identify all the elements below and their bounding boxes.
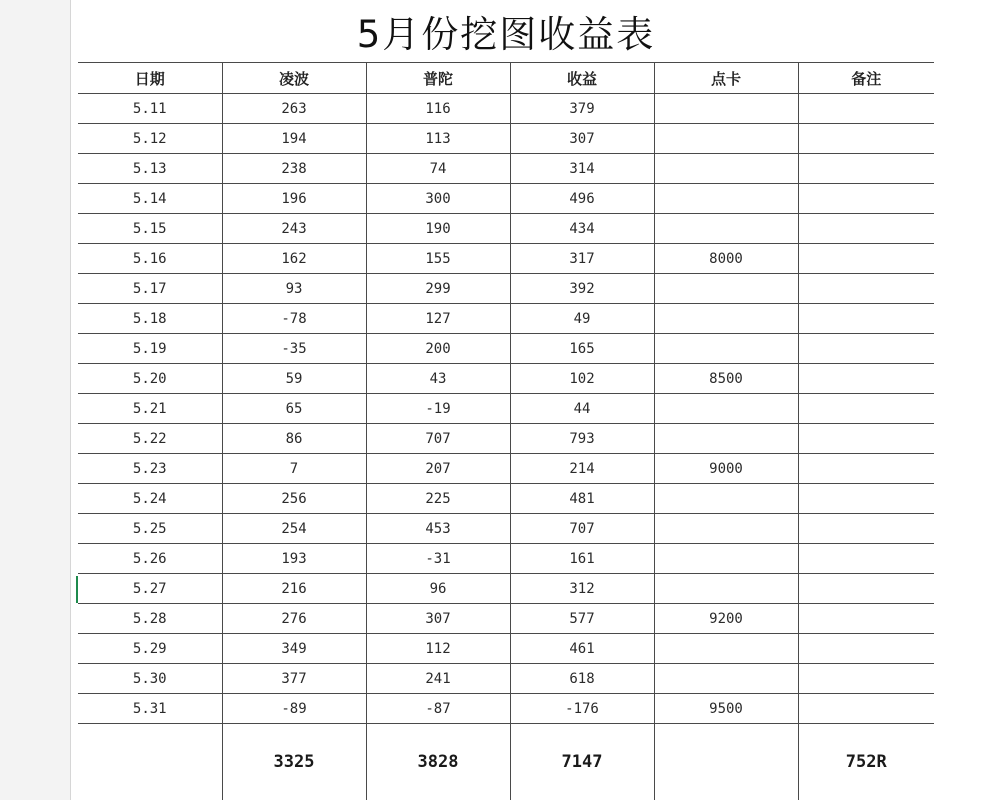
note-cell[interactable] (798, 514, 934, 544)
lingbo-cell[interactable]: -35 (222, 334, 366, 364)
putuo-cell[interactable]: 225 (366, 484, 510, 514)
date-cell[interactable]: 5.11 (78, 94, 222, 124)
card-cell[interactable] (654, 304, 798, 334)
note-cell[interactable] (798, 154, 934, 184)
note-cell[interactable] (798, 454, 934, 484)
date-cell[interactable]: 5.17 (78, 274, 222, 304)
lingbo-cell[interactable]: 86 (222, 424, 366, 454)
date-cell[interactable]: 5.28 (78, 604, 222, 634)
table-row (78, 154, 934, 184)
card-cell[interactable]: 9000 (654, 454, 798, 484)
card-cell[interactable] (654, 334, 798, 364)
date-cell[interactable]: 5.27 (78, 574, 222, 604)
card-cell[interactable] (654, 184, 798, 214)
putuo-cell[interactable]: -87 (366, 694, 510, 724)
card-cell[interactable] (654, 424, 798, 454)
income-cell[interactable]: 165 (510, 334, 654, 364)
income-cell[interactable]: 307 (510, 124, 654, 154)
date-cell[interactable]: 5.14 (78, 184, 222, 214)
lingbo-cell[interactable]: 194 (222, 124, 366, 154)
table-row (78, 94, 934, 124)
note-cell[interactable] (798, 394, 934, 424)
total-lingbo-cell[interactable]: 3325 (222, 724, 366, 800)
putuo-cell[interactable]: 127 (366, 304, 510, 334)
note-cell[interactable] (798, 274, 934, 304)
income-cell[interactable]: 312 (510, 574, 654, 604)
total-date-cell[interactable] (78, 724, 222, 800)
table-row (78, 544, 934, 574)
total-income-cell[interactable]: 7147 (510, 724, 654, 800)
note-cell[interactable] (798, 94, 934, 124)
card-cell[interactable] (654, 634, 798, 664)
table-row (78, 334, 934, 364)
date-cell[interactable]: 5.13 (78, 154, 222, 184)
table-row (78, 694, 934, 724)
date-cell[interactable]: 5.24 (78, 484, 222, 514)
income-cell[interactable]: 102 (510, 364, 654, 394)
putuo-cell[interactable]: 43 (366, 364, 510, 394)
header-row (78, 63, 934, 94)
table-row (78, 664, 934, 694)
date-cell[interactable]: 5.31 (78, 694, 222, 724)
note-cell[interactable] (798, 694, 934, 724)
table-row (78, 274, 934, 304)
card-cell[interactable] (654, 514, 798, 544)
row-header-strip (0, 0, 70, 800)
income-cell[interactable]: 49 (510, 304, 654, 334)
table-row (78, 364, 934, 394)
date-cell[interactable]: 5.18 (78, 304, 222, 334)
total-note-cell[interactable]: 752R (798, 724, 934, 800)
date-cell[interactable]: 5.19 (78, 334, 222, 364)
total-putuo-cell[interactable]: 3828 (366, 724, 510, 800)
note-cell[interactable] (798, 604, 934, 634)
note-cell[interactable] (798, 484, 934, 514)
table-row (78, 184, 934, 214)
table-body (78, 94, 934, 724)
lingbo-cell[interactable]: 238 (222, 154, 366, 184)
table-row (78, 424, 934, 454)
note-cell[interactable] (798, 574, 934, 604)
income-cell[interactable]: 392 (510, 274, 654, 304)
note-cell[interactable] (798, 544, 934, 574)
card-cell[interactable] (654, 154, 798, 184)
column-header-putuo[interactable]: 普陀 (366, 63, 510, 94)
column-header-note[interactable]: 备注 (798, 63, 934, 94)
income-cell[interactable]: 434 (510, 214, 654, 244)
income-cell[interactable]: 481 (510, 484, 654, 514)
card-cell[interactable] (654, 214, 798, 244)
table-header (78, 63, 934, 94)
note-cell[interactable] (798, 304, 934, 334)
note-cell[interactable] (798, 244, 934, 274)
lingbo-cell[interactable]: 243 (222, 214, 366, 244)
putuo-cell[interactable]: 299 (366, 274, 510, 304)
putuo-cell[interactable]: 241 (366, 664, 510, 694)
lingbo-cell[interactable]: 193 (222, 544, 366, 574)
card-cell[interactable] (654, 484, 798, 514)
lingbo-cell[interactable]: 162 (222, 244, 366, 274)
date-cell[interactable]: 5.21 (78, 394, 222, 424)
table-row (78, 214, 934, 244)
note-cell[interactable] (798, 634, 934, 664)
lingbo-cell[interactable]: 59 (222, 364, 366, 394)
card-cell[interactable] (654, 94, 798, 124)
table-footer (78, 724, 934, 800)
lingbo-cell[interactable]: -78 (222, 304, 366, 334)
lingbo-cell[interactable]: 276 (222, 604, 366, 634)
card-cell[interactable] (654, 124, 798, 154)
date-cell[interactable]: 5.15 (78, 214, 222, 244)
putuo-cell[interactable]: 74 (366, 154, 510, 184)
table-row (78, 304, 934, 334)
income-cell[interactable]: 707 (510, 514, 654, 544)
date-cell[interactable]: 5.23 (78, 454, 222, 484)
putuo-cell[interactable]: -19 (366, 394, 510, 424)
card-cell[interactable]: 9200 (654, 604, 798, 634)
income-cell[interactable]: -176 (510, 694, 654, 724)
income-cell[interactable]: 379 (510, 94, 654, 124)
lingbo-cell[interactable]: 65 (222, 394, 366, 424)
note-cell[interactable] (798, 184, 934, 214)
table-row (78, 574, 934, 604)
putuo-cell[interactable]: 307 (366, 604, 510, 634)
sheet-title[interactable]: 5月份挖图收益表 (356, 13, 656, 56)
column-header-lingbo[interactable]: 凌波 (222, 63, 366, 94)
lingbo-cell[interactable]: 349 (222, 634, 366, 664)
date-cell[interactable]: 5.29 (78, 634, 222, 664)
putuo-cell[interactable]: 116 (366, 94, 510, 124)
lingbo-cell[interactable]: 377 (222, 664, 366, 694)
putuo-cell[interactable]: -31 (366, 544, 510, 574)
card-cell[interactable] (654, 394, 798, 424)
column-header-income[interactable]: 收益 (510, 63, 654, 94)
income-cell[interactable]: 214 (510, 454, 654, 484)
income-cell[interactable]: 161 (510, 544, 654, 574)
card-cell[interactable] (654, 544, 798, 574)
putuo-cell[interactable]: 112 (366, 634, 510, 664)
totals-row (78, 724, 934, 800)
column-header-card[interactable]: 点卡 (654, 63, 798, 94)
lingbo-cell[interactable]: 196 (222, 184, 366, 214)
date-cell[interactable]: 5.20 (78, 364, 222, 394)
putuo-cell[interactable]: 300 (366, 184, 510, 214)
lingbo-cell[interactable]: -89 (222, 694, 366, 724)
income-table (78, 62, 934, 800)
note-cell[interactable] (798, 424, 934, 454)
date-cell[interactable]: 5.22 (78, 424, 222, 454)
total-card-cell[interactable] (654, 724, 798, 800)
lingbo-cell[interactable]: 93 (222, 274, 366, 304)
note-cell[interactable] (798, 334, 934, 364)
table-row (78, 394, 934, 424)
lingbo-cell[interactable]: 7 (222, 454, 366, 484)
putuo-cell[interactable]: 190 (366, 214, 510, 244)
date-cell[interactable]: 5.26 (78, 544, 222, 574)
income-cell[interactable]: 317 (510, 244, 654, 274)
income-cell[interactable]: 44 (510, 394, 654, 424)
putuo-cell[interactable]: 200 (366, 334, 510, 364)
column-header-date[interactable]: 日期 (78, 63, 222, 94)
table-row (78, 454, 934, 484)
card-cell[interactable] (654, 664, 798, 694)
date-cell[interactable]: 5.12 (78, 124, 222, 154)
table-row (78, 514, 934, 544)
table-row (78, 634, 934, 664)
note-cell[interactable] (798, 364, 934, 394)
income-cell[interactable]: 314 (510, 154, 654, 184)
income-cell[interactable]: 496 (510, 184, 654, 214)
lingbo-cell[interactable]: 256 (222, 484, 366, 514)
card-cell[interactable]: 8000 (654, 244, 798, 274)
putuo-cell[interactable]: 155 (366, 244, 510, 274)
card-cell[interactable]: 9500 (654, 694, 798, 724)
putuo-cell[interactable]: 207 (366, 454, 510, 484)
row-header-divider (70, 0, 71, 800)
table-row (78, 484, 934, 514)
putuo-cell[interactable]: 96 (366, 574, 510, 604)
table-row (78, 604, 934, 634)
note-cell[interactable] (798, 124, 934, 154)
date-cell[interactable]: 5.25 (78, 514, 222, 544)
date-cell[interactable]: 5.16 (78, 244, 222, 274)
note-cell[interactable] (798, 664, 934, 694)
income-cell[interactable]: 793 (510, 424, 654, 454)
income-cell[interactable]: 618 (510, 664, 654, 694)
putuo-cell[interactable]: 113 (366, 124, 510, 154)
income-cell[interactable]: 461 (510, 634, 654, 664)
card-cell[interactable] (654, 274, 798, 304)
note-cell[interactable] (798, 214, 934, 244)
table-row (78, 124, 934, 154)
card-cell[interactable]: 8500 (654, 364, 798, 394)
date-cell[interactable]: 5.30 (78, 664, 222, 694)
putuo-cell[interactable]: 453 (366, 514, 510, 544)
income-cell[interactable]: 577 (510, 604, 654, 634)
lingbo-cell[interactable]: 216 (222, 574, 366, 604)
putuo-cell[interactable]: 707 (366, 424, 510, 454)
table-row (78, 244, 934, 274)
card-cell[interactable] (654, 574, 798, 604)
lingbo-cell[interactable]: 254 (222, 514, 366, 544)
lingbo-cell[interactable]: 263 (222, 94, 366, 124)
